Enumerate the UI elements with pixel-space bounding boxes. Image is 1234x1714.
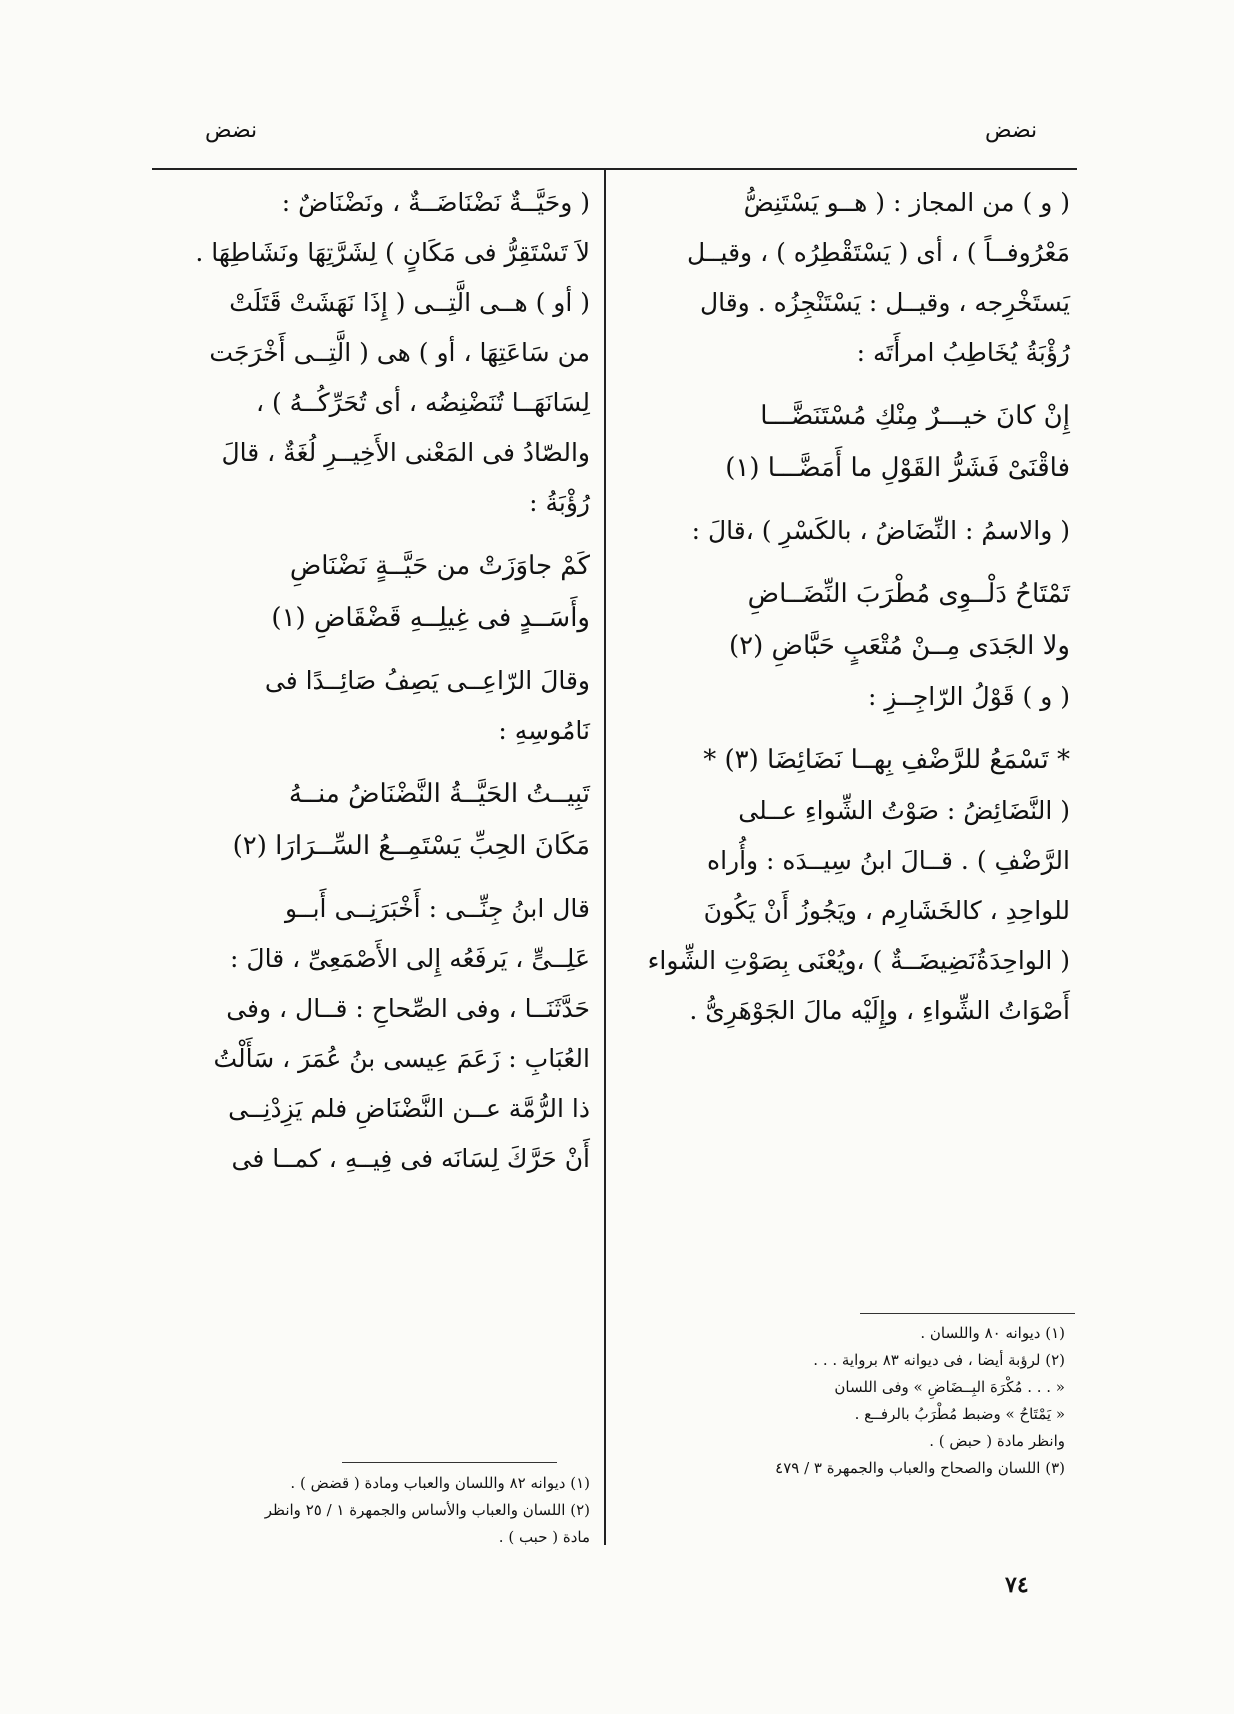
verse-line: وأَسَــدٍ فى غِيلِــهِ قَضْقَاضِ (١)	[271, 603, 590, 633]
text-line: يَستَخْرِجه ، وقيــل : يَسْتَنْجِزُه . وقال	[699, 288, 1070, 317]
text-line: أَنْ حَرَّكَ لِسَانَه فى فِيــهِ ، كمــا فى	[231, 1144, 590, 1173]
text-line: رُؤْبَةُ :	[529, 488, 590, 517]
footnote: مادة ( حبب ) .	[498, 1528, 590, 1546]
verse-line: إِنْ كانَ خيـــرٌ مِنْكِ مُسْتَنَضَّـــا	[760, 401, 1070, 431]
running-header-left: نضض	[205, 118, 258, 143]
footnote: (١) ديوانه ٨٢ واللسان والعباب ومادة ( قضض ) .	[290, 1474, 590, 1492]
text-line: العُبَابِ : زَعَمَ عِيسى بنُ عُمَرَ ، سَأَلْتُ	[213, 1044, 590, 1073]
footnote: (٣) اللسان والصحاح والعباب والجمهرة ٣ / ٤٧٩	[775, 1459, 1065, 1477]
footnote: « يَمْتَاحُ » وضبط مُطْرَبُ بالرفــع .	[854, 1405, 1065, 1423]
footnote: « . . . مُكْرَهَ البِــضَاضِ » وفى اللسان	[834, 1378, 1065, 1396]
text-line: ( و ) من المجاز : ( هــو يَسْتَنِضُّ	[743, 188, 1070, 217]
verse-line: مَكَانَ الحِبِّ يَسْتَمِــعُ السِّــرَارَا (٢)	[232, 831, 590, 861]
text-line: حَدَّثَنَــا ، وفى الصِّحاحِ : قــال ، وفى	[226, 994, 590, 1023]
column-divider	[604, 170, 606, 1545]
verse-line: * تَسْمَعُ للرَّضْفِ بِهــا نَضَائِضَا (٣) *	[703, 745, 1070, 775]
footnote: (٢) اللسان والعباب والأساس والجمهرة ١ / ٢٥ وانظر	[264, 1501, 590, 1519]
text-line: لاَ تَسْتَقِرُّ فى مَكَانٍ ) لِشَرَّتِهَا ونَشَاطِهَا .	[195, 238, 590, 267]
text-line: ( والاسمُ : النِّضَاضُ ، بالكَسْرِ ) ،قالَ :	[691, 516, 1070, 545]
right-column	[625, 178, 1070, 1036]
text-line: ( وحَيَّــةٌ نَضْنَاضَــةٌ ، ونَضْنَاضٌ :	[281, 188, 590, 217]
verse-line: تَمْتَاحُ دَلْــوِى مُطْرَبَ النِّضَــاضِ	[747, 579, 1070, 609]
footnote-rule	[860, 1313, 1075, 1314]
text-line: للواحِدِ ، كالخَشَارِم ، ويَجُوزُ أَنْ يَكُونَ	[703, 896, 1070, 925]
text-line: ذا الرُّمَّة عــن النَّضْنَاضِ فلم يَزِدْنِــى	[228, 1094, 590, 1123]
footnote: (٢) لرؤبة أيضا ، فى ديوانه ٨٣ برواية . . .	[813, 1351, 1065, 1369]
text-line: الرَّضْفِ ) . قــالَ ابنُ سِيــدَه : وأُراه	[706, 846, 1070, 875]
text-line: عَلِــىٍّ ، يَرفَعُه إِلى الأَصْمَعِىِّ ، قالَ :	[230, 944, 590, 973]
text-line: رُؤْبَةُ يُخَاطِبُ امرأَتَه :	[856, 338, 1070, 367]
footnotes-right	[640, 1320, 1065, 1482]
text-line: والصّادُ فى المَعْنى الأَخِيــرِ لُغَةٌ ، قالَ	[221, 438, 590, 467]
text-line: أَصْوَاتُ الشِّواءِ ، وإِلَيْه مالَ الجَوْهَرِىُّ .	[689, 996, 1070, 1025]
footnotes-left	[160, 1470, 590, 1551]
verse-line: تَبِيــتُ الحَيَّــةُ النَّضْنَاضُ منــهُ	[288, 779, 590, 809]
running-header-right: نضض	[985, 118, 1038, 143]
text-line: مَعْرُوفــاً ) ، أى ( يَسْتَقْطِرُه ) ، وقيــل	[686, 238, 1070, 267]
text-line: وقالَ الرّاعِــى يَصِفُ صَائِــدًا فى	[264, 666, 590, 695]
verse-line: فاقْنَىْ فَشَرُّ القَوْلِ ما أَمَضَّـــا (١)	[725, 453, 1070, 483]
footnote: وانظر مادة ( حبض ) .	[929, 1432, 1065, 1450]
text-line: قال ابنُ جِنِّــى : أَخْبَرَنِــى أَبــو	[285, 894, 590, 923]
verse-line: كَمْ جاوَزَتْ من حَيَّــةٍ نَضْنَاضِ	[289, 551, 590, 581]
text-line: ( و ) قَوْلُ الرّاجِــزِ :	[868, 682, 1070, 711]
left-column	[158, 178, 590, 1184]
text-line: لِسَانَهَــا تُنَضْنِضُه ، أى تُحَرِّكُــهُ ) ،	[255, 388, 590, 417]
verse-line: ولا الجَدَى مِــنْ مُتْعَبٍ حَبَّاضِ (٢)	[729, 631, 1070, 661]
header-rule	[152, 168, 1077, 170]
footnote: (١) ديوانه ٨٠ واللسان .	[920, 1324, 1065, 1342]
text-line: ( النَّضَائِضُ : صَوْتُ الشِّواءِ عــلى	[738, 796, 1070, 825]
footnote-rule	[342, 1462, 557, 1463]
text-line: ( أو ) هــى الَّتِــى ( إِذَا نَهَشَتْ قَتَلَتْ	[229, 288, 590, 317]
text-line: ( الواحِدَةُنَضِيضَــةٌ ) ،ويُعْنَى بِصَوْتِ الشِّواء	[647, 946, 1070, 975]
text-line: من سَاعَتِهَا ، أو ) هى ( الَّتِــى أَخْرَجَت	[209, 338, 590, 367]
text-line: نَامُوسِهِ :	[498, 716, 590, 745]
page-number: ٧٤	[1005, 1572, 1029, 1598]
